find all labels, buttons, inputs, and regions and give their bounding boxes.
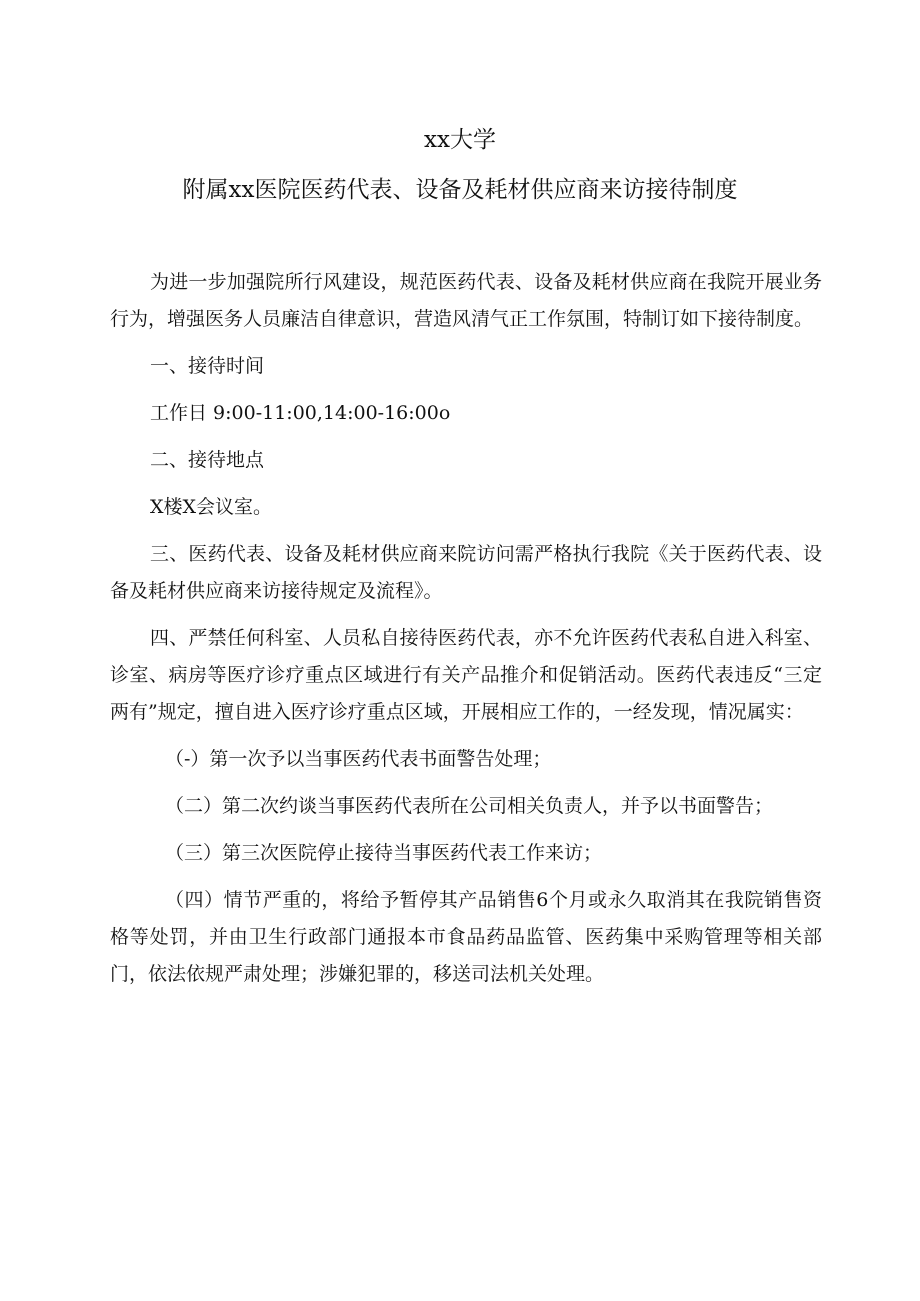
document-title-institution: xx大学 <box>424 127 496 153</box>
section-heading-reception-location: 二、接待地点 <box>150 449 265 471</box>
penalty-item-4: （四）情节严重的，将给予暂停其产品销售6个月或永久取消其在我院销售资格等处罚，并由卫生行政部门通报本市食品药品监管、医药集中采购管理等相关部门，依法依规严肃处理；涉嫌犯罪的，移送司法机关处理。 <box>110 889 822 985</box>
document-title: 附属xx医院医药代表、设备及耗材供应商来访接待制度 <box>182 177 738 203</box>
penalty-item-2: （二）第二次约谈当事医药代表所在公司相关负责人，并予以书面警告； <box>165 795 774 817</box>
reception-location-text: X楼X会议室。 <box>150 496 273 518</box>
penalty-item-3: （三）第三次医院停止接待当事医药代表工作来访； <box>165 842 603 864</box>
intro-paragraph: 为进一步加强院所行风建设，规范医药代表、设备及耗材供应商在我院开展业务行为，增强医务人员廉洁自律意识，营造风清气正工作氛围，特制订如下接待制度。 <box>110 271 822 330</box>
section-four-paragraph: 四、严禁任何科室、人员私自接待医药代表，亦不允许医药代表私自进入科室、诊室、病房等医疗诊疗重点区域进行有关产品推介和促销活动。医药代表违反“三定两有”规定，擅自进入医疗诊疗重点区域，开展相应工作的，一经发现，情况属实： <box>110 627 822 723</box>
reception-time-text: 工作日 9:00-11:00,14:00-16:00o <box>150 402 451 424</box>
section-three-paragraph: 三、医药代表、设备及耗材供应商来院访问需严格执行我院《关于医药代表、设备及耗材供应商来访接待规定及流程》。 <box>110 543 822 602</box>
penalty-item-1: （-）第一次予以当事医药代表书面警告处理； <box>165 748 552 770</box>
document-body <box>110 264 822 1003</box>
section-heading-reception-time: 一、接待时间 <box>150 355 265 377</box>
